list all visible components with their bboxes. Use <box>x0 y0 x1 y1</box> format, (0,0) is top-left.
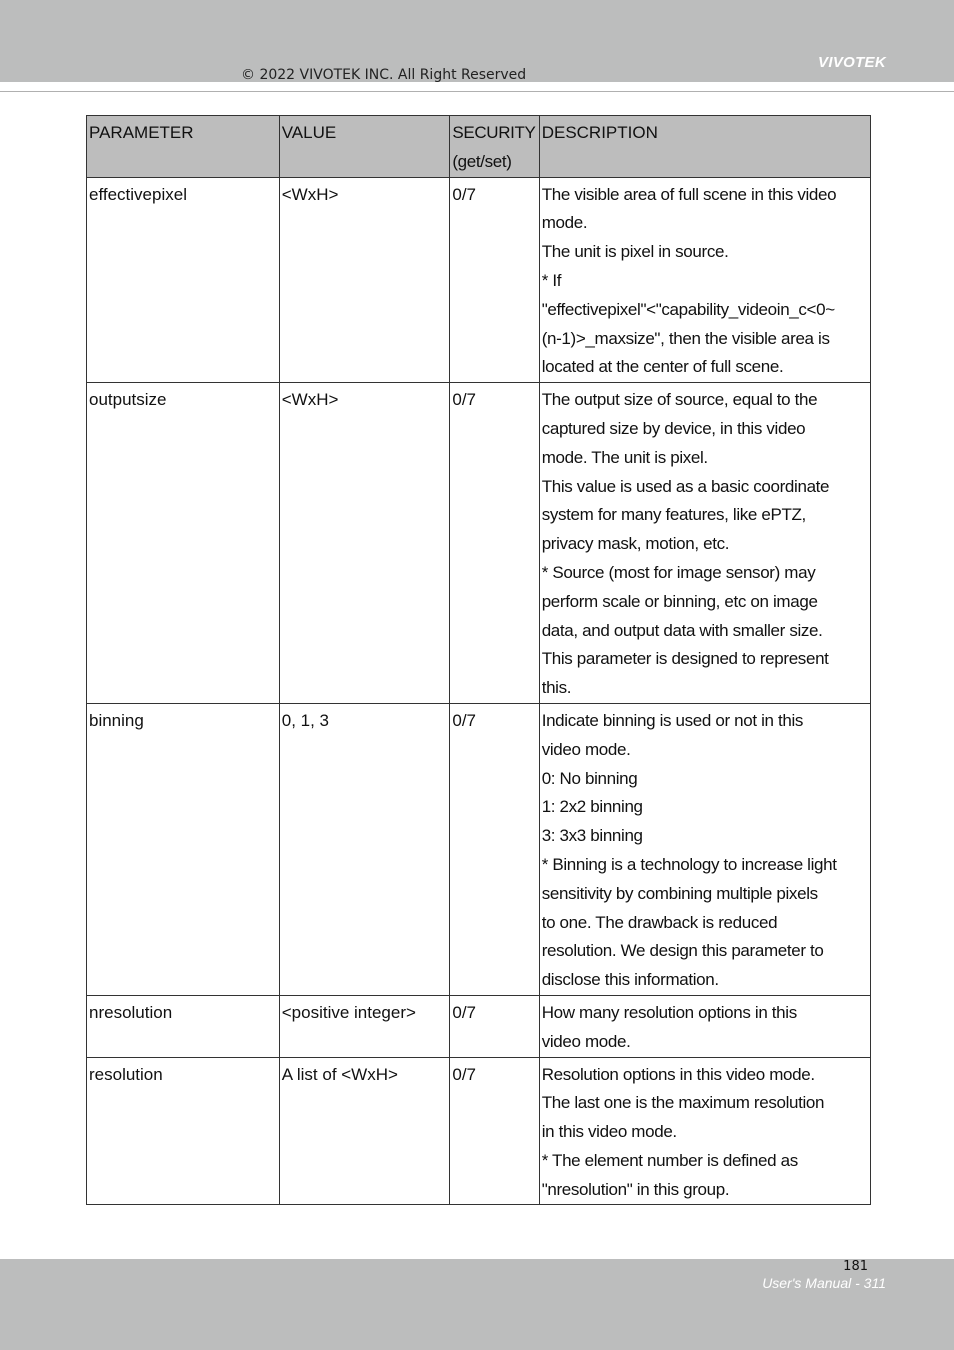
description-line: privacy mask, motion, etc. <box>541 534 730 554</box>
description-line: perform scale or binning, etc on image <box>541 591 818 611</box>
cell-parameter: outputsize <box>87 383 280 704</box>
cell-parameter: effectivepixel <box>87 177 280 383</box>
table-row <box>87 383 871 704</box>
description-line: 1: 2x2 binning <box>541 797 643 817</box>
brand-logo-text: VIVOTEK <box>818 54 886 71</box>
description-line: The output size of source, equal to the <box>541 390 818 410</box>
page-number: 181 <box>843 1259 868 1274</box>
cell-security: 0/7 <box>450 1057 539 1205</box>
cell-parameter: resolution <box>87 1057 280 1205</box>
description-line: The visible area of full scene in this video <box>541 184 837 204</box>
description-line: resolution. We design this parameter to <box>541 941 824 961</box>
description-line: system for many features, like ePTZ, <box>541 505 806 525</box>
cell-security: 0/7 <box>450 995 539 1057</box>
manual-page-label: User's Manual - 311 <box>762 1275 886 1291</box>
cell-parameter: nresolution <box>87 995 280 1057</box>
table-header-row <box>87 116 871 178</box>
description-line: in this video mode. <box>541 1122 677 1142</box>
description-line: How many resolution options in this <box>541 1002 797 1022</box>
table-row <box>87 703 871 995</box>
page-footer <box>0 1259 954 1350</box>
cell-security: 0/7 <box>450 703 539 995</box>
cell-value: <positive integer> <box>279 995 450 1057</box>
cell-value: <WxH> <box>279 383 450 704</box>
cell-description <box>539 703 870 995</box>
description-line: this. <box>541 678 572 698</box>
cell-description <box>539 1057 870 1205</box>
description-line: to one. The drawback is reduced <box>541 912 778 932</box>
description-line: video mode. <box>541 739 631 759</box>
description-line: video mode. <box>541 1031 631 1051</box>
description-line: mode. The unit is pixel. <box>541 447 708 467</box>
description-line: located at the center of full scene. <box>541 357 784 377</box>
header-parameter: PARAMETER <box>87 116 280 178</box>
description-line: captured size by device, in this video <box>541 418 806 438</box>
table-row <box>87 995 871 1057</box>
cell-value: <WxH> <box>279 177 450 383</box>
header-security-line: SECURITY <box>452 123 536 142</box>
description-line: The unit is pixel in source. <box>541 242 729 262</box>
parameter-table <box>86 115 871 1205</box>
description-line: Resolution options in this video mode. <box>541 1064 815 1084</box>
table-row <box>87 1057 871 1205</box>
description-line: * Source (most for image sensor) may <box>541 562 816 582</box>
cell-description <box>539 995 870 1057</box>
header-security-line: (get/set) <box>452 151 512 171</box>
cell-parameter: binning <box>87 703 280 995</box>
cell-value: A list of <WxH> <box>279 1057 450 1205</box>
cell-description <box>539 383 870 704</box>
header-description: DESCRIPTION <box>539 116 870 178</box>
header-value: VALUE <box>279 116 450 178</box>
cell-description <box>539 177 870 383</box>
description-line: sensitivity by combining multiple pixels <box>541 883 818 903</box>
copyright-notice: © 2022 VIVOTEK INC. All Right Reserved <box>241 67 527 83</box>
description-line: 3: 3x3 binning <box>541 826 643 846</box>
header-security <box>450 116 539 178</box>
description-line: * If <box>541 270 562 290</box>
cell-value: 0, 1, 3 <box>279 703 450 995</box>
description-line: * Binning is a technology to increase light <box>541 854 837 874</box>
description-line: disclose this information. <box>541 970 719 990</box>
description-line: * The element number is defined as <box>541 1150 798 1170</box>
cell-security: 0/7 <box>450 383 539 704</box>
description-line: "nresolution" in this group. <box>541 1179 730 1199</box>
description-line: (n-1)>_maxsize", then the visible area is <box>541 328 830 348</box>
description-line: data, and output data with smaller size. <box>541 620 823 640</box>
description-line: mode. <box>541 213 588 233</box>
table-row <box>87 177 871 383</box>
header-divider <box>0 91 954 92</box>
cell-security: 0/7 <box>450 177 539 383</box>
description-line: "effectivepixel"<"capability_videoin_c<0~ <box>541 299 835 319</box>
description-line: This value is used as a basic coordinate <box>541 476 830 496</box>
description-line: This parameter is designed to represent <box>541 649 829 669</box>
description-line: 0: No binning <box>541 768 638 788</box>
description-line: Indicate binning is used or not in this <box>541 710 804 730</box>
description-line: The last one is the maximum resolution <box>541 1093 825 1113</box>
